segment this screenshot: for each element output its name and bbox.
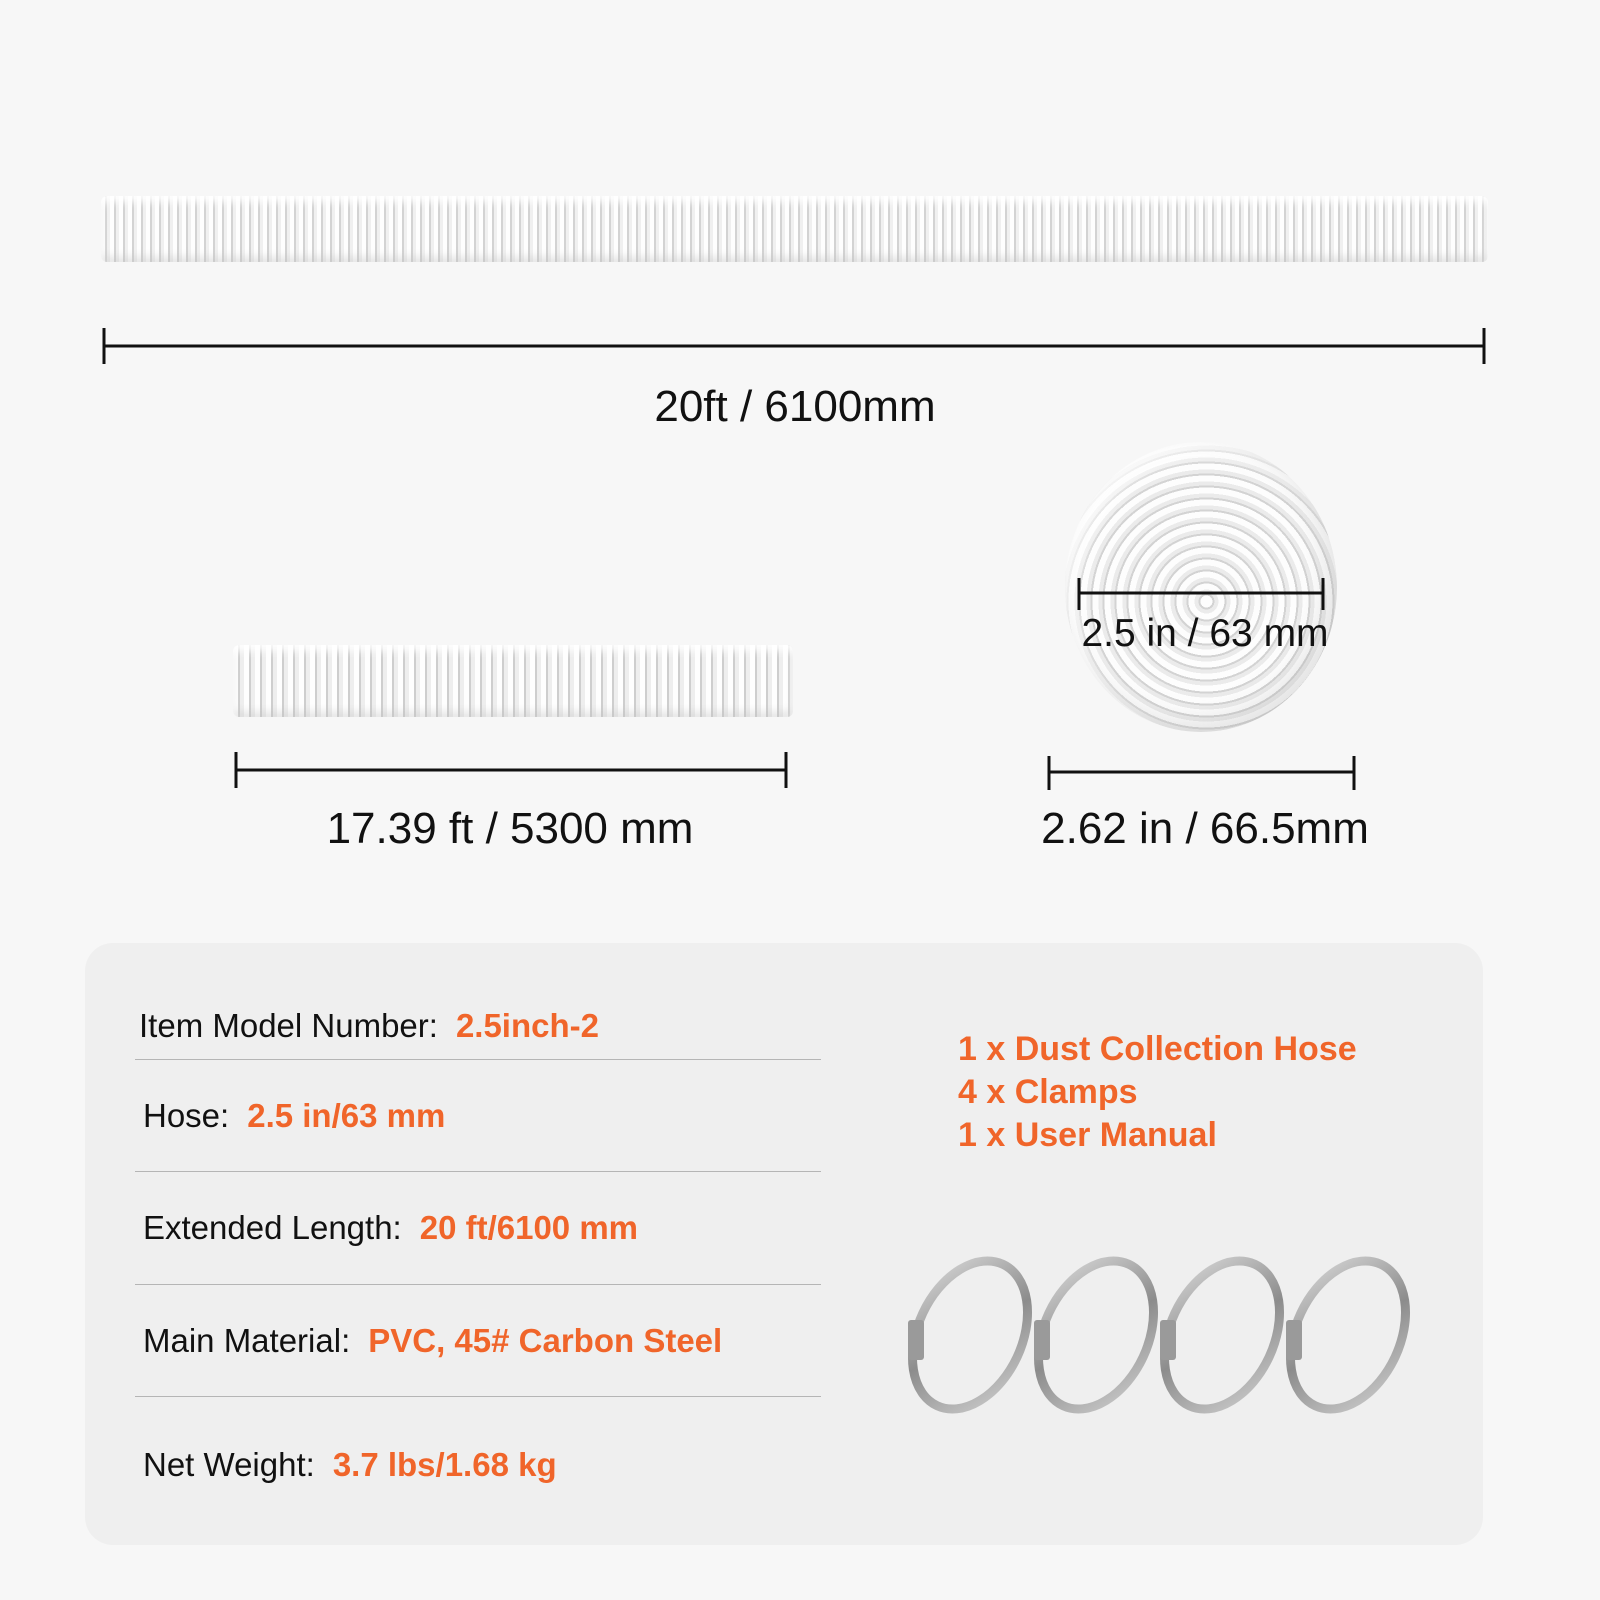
spec-value: 3.7 lbs/1.68 kg	[332, 1446, 557, 1483]
clamp-icon	[1268, 1250, 1420, 1428]
compressed-length-label: 17.39 ft / 5300 mm	[326, 804, 694, 853]
spec-row-length	[135, 1172, 821, 1285]
spec-value: PVC, 45# Carbon Steel	[368, 1321, 723, 1359]
spec-value: 2.5 in/63 mm	[247, 1096, 446, 1134]
extended-length-label: 20ft / 6100mm	[654, 382, 936, 431]
spec-row-material	[135, 1285, 821, 1397]
inner-diameter-label: 2.5 in / 63 mm	[1081, 612, 1329, 655]
compressed-length-line	[236, 752, 786, 788]
spec-row-hose	[135, 1060, 821, 1172]
package-item: 1 x User Manual	[958, 1116, 1217, 1154]
clamps-image	[900, 1250, 1420, 1450]
outer-diameter-label: 2.62 in / 66.5mm	[1041, 804, 1369, 853]
spec-label: Item Model Number:	[139, 1006, 438, 1044]
package-item: 1 x Dust Collection Hose	[958, 1030, 1357, 1068]
spec-label: Net Weight:	[143, 1446, 315, 1483]
spec-row-model	[135, 992, 821, 1060]
clamp-icon	[1142, 1250, 1302, 1428]
spec-row-weight	[135, 1397, 821, 1533]
spec-label: Extended Length:	[143, 1209, 402, 1246]
package-item: 4 x Clamps	[958, 1073, 1138, 1111]
extended-length-line	[104, 328, 1484, 364]
spec-label: Main Material:	[143, 1321, 351, 1359]
inner-diameter-line	[1070, 576, 1330, 616]
spec-value: 2.5inch-2	[455, 1006, 599, 1044]
compressed-hose-image	[233, 645, 793, 717]
outer-diameter-line	[1049, 756, 1354, 790]
clamp-icon	[900, 1250, 1050, 1428]
spec-value: 20 ft/6100 mm	[419, 1209, 639, 1246]
clamp-icon	[1016, 1250, 1176, 1428]
package-contents	[958, 1028, 1357, 1157]
spec-label: Hose:	[143, 1096, 230, 1134]
